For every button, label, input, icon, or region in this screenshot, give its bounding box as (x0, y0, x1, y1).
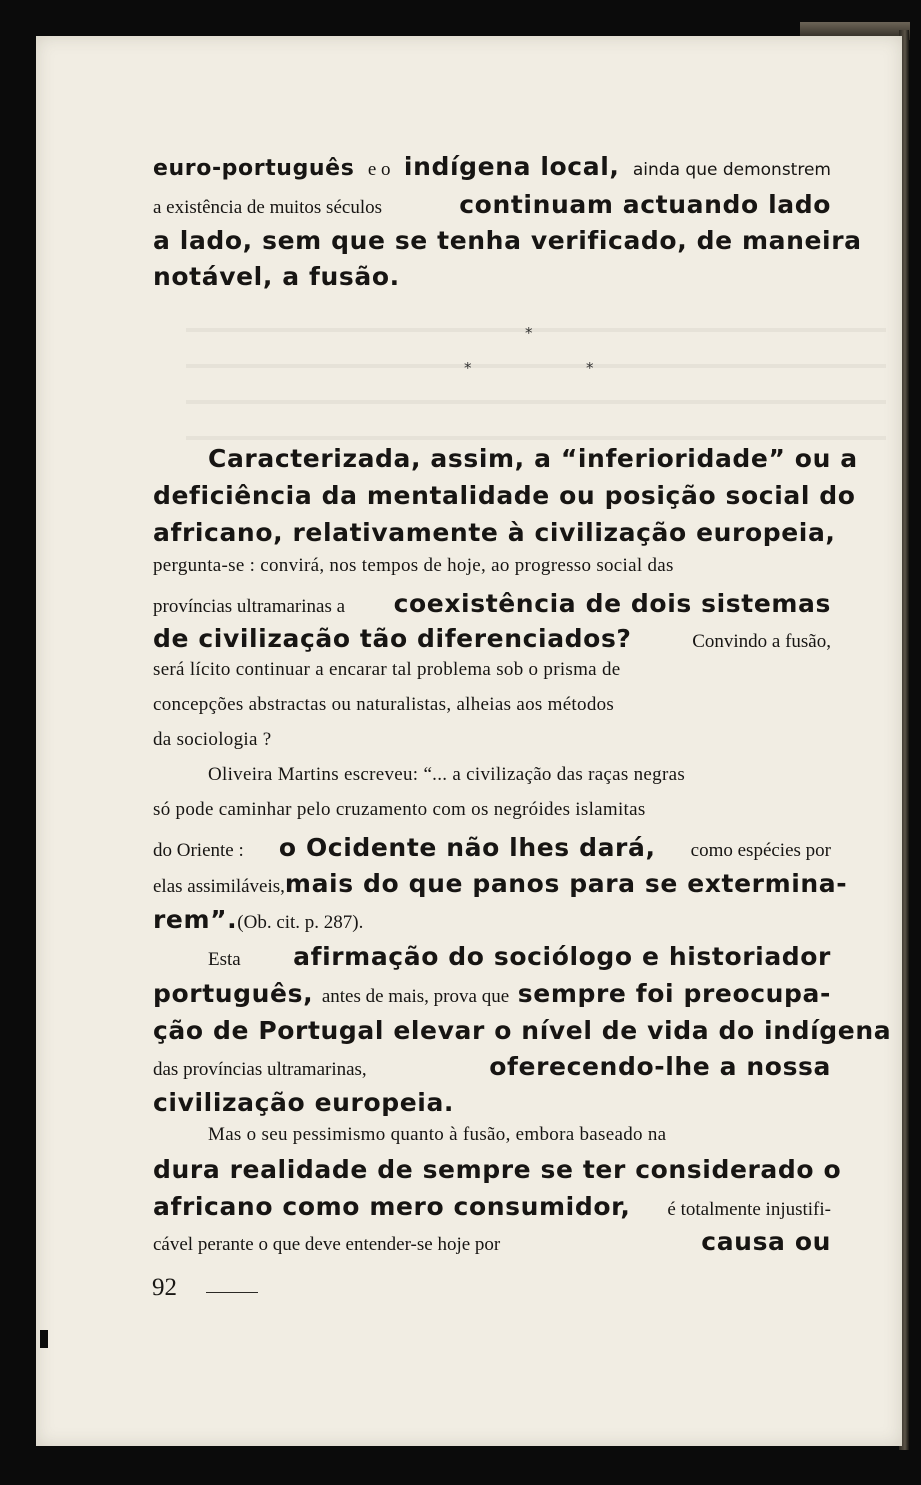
text-line-17 (153, 869, 848, 898)
text-line-18 (153, 905, 831, 934)
text-segment: oferecendo-lhe a nossa (489, 1052, 831, 1081)
text-line-3 (153, 226, 862, 255)
text-segment: a existência de muitos séculos (153, 197, 382, 218)
text-segment: cável perante o que deve entender-se hoje por (153, 1234, 501, 1255)
text-segment: Caracterizada, assim, a “inferioridade” ou a (208, 444, 858, 473)
text-segment: africano como mero consumidor, (153, 1192, 631, 1221)
text-segment: causa ou (701, 1227, 831, 1256)
text-line-6 (153, 481, 856, 510)
text-line-14 (153, 764, 831, 786)
text-segment: coexistência de dois sistemas (393, 589, 831, 618)
text-line-22 (153, 1052, 831, 1081)
text-segment: pergunta-se : convirá, nos tempos de hoje, ao progresso social das (153, 555, 674, 576)
text-segment: ção de Portugal elevar o nível de vida do indígena (153, 1016, 892, 1045)
text-segment: (Ob. cit. p. 287). (237, 912, 364, 933)
text-segment: Mas o seu pessimismo quanto à fusão, embora baseado na (208, 1124, 667, 1145)
text-line-15 (153, 799, 831, 821)
text-segment: concepções abstractas ou naturalistas, alheias aos métodos (153, 694, 615, 715)
text-line-26 (153, 1192, 831, 1221)
text-segment: civilização europeia. (153, 1088, 455, 1117)
text-segment: rem”. (153, 905, 238, 934)
page-number-rule (206, 1292, 258, 1293)
text-line-5 (153, 444, 858, 473)
text-segment: como espécies por (690, 840, 831, 861)
text-segment: antes de mais, prova que (321, 986, 510, 1007)
text-segment: deficiência da mentalidade ou posição social do (153, 481, 856, 510)
text-segment: a lado, sem que se tenha verificado, de maneira (153, 226, 862, 255)
text-segment: africano, relativamente à civilização europeia, (153, 518, 836, 547)
text-segment: elas assimiláveis, (153, 876, 285, 897)
text-segment: mais do que panos para se extermina- (284, 869, 848, 898)
text-line-25 (153, 1155, 842, 1184)
text-line-12 (153, 694, 831, 716)
text-line-13 (153, 729, 831, 751)
text-segment: de civilização tão diferenciados? (153, 624, 632, 653)
text-segment: ainda que demonstrem (632, 160, 831, 180)
text-segment: dura realidade de sempre se ter considerado o (153, 1155, 842, 1184)
text-segment: e o (367, 159, 391, 180)
text-line-1 (153, 152, 831, 181)
text-segment: Convindo a fusão, (692, 631, 831, 652)
text-segment: português, (153, 979, 314, 1008)
text-segment: Esta (208, 949, 241, 970)
separator-star-top: * (525, 324, 533, 342)
text-segment: afirmação do sociólogo e historiador (293, 942, 831, 971)
show-through-text (186, 306, 886, 466)
text-line-27 (153, 1227, 831, 1256)
text-segment: províncias ultramarinas a (153, 596, 346, 617)
text-segment: o Ocidente não lhes dará, (278, 833, 656, 862)
text-line-20 (153, 979, 831, 1008)
text-line-16 (153, 833, 831, 862)
text-segment: só pode caminhar pelo cruzamento com os negróides islamitas (153, 799, 646, 820)
text-segment: sempre foi preocupa- (517, 979, 831, 1008)
text-segment: será lícito continuar a encarar tal problema sob o prisma de (153, 659, 621, 680)
text-line-7 (153, 518, 836, 547)
text-segment: do Oriente : (153, 840, 244, 861)
text-segment: euro-português (153, 156, 355, 181)
text-line-9 (153, 589, 831, 618)
text-segment: das províncias ultramarinas, (153, 1059, 367, 1080)
text-line-21 (153, 1016, 892, 1045)
margin-mark (40, 1330, 48, 1348)
text-line-11 (153, 659, 831, 681)
text-line-24 (153, 1124, 831, 1146)
text-line-23 (153, 1088, 831, 1117)
separator-star-left: * (464, 359, 472, 377)
separator-star-right: * (586, 359, 594, 377)
text-line-19 (153, 942, 831, 971)
text-line-4 (153, 262, 831, 291)
text-segment: Oliveira Martins escreveu: “... a civilização das raças negras (208, 764, 686, 785)
text-line-2 (153, 190, 831, 219)
text-line-10 (153, 624, 831, 653)
page-number: 92 (152, 1274, 177, 1301)
text-segment: da sociologia ? (153, 729, 272, 750)
text-line-8 (153, 555, 831, 577)
text-segment: é totalmente injustifi- (667, 1199, 831, 1220)
text-segment: continuam actuando lado (459, 190, 831, 219)
text-segment: notável, a fusão. (153, 262, 400, 291)
text-segment: indígena local, (403, 152, 620, 181)
